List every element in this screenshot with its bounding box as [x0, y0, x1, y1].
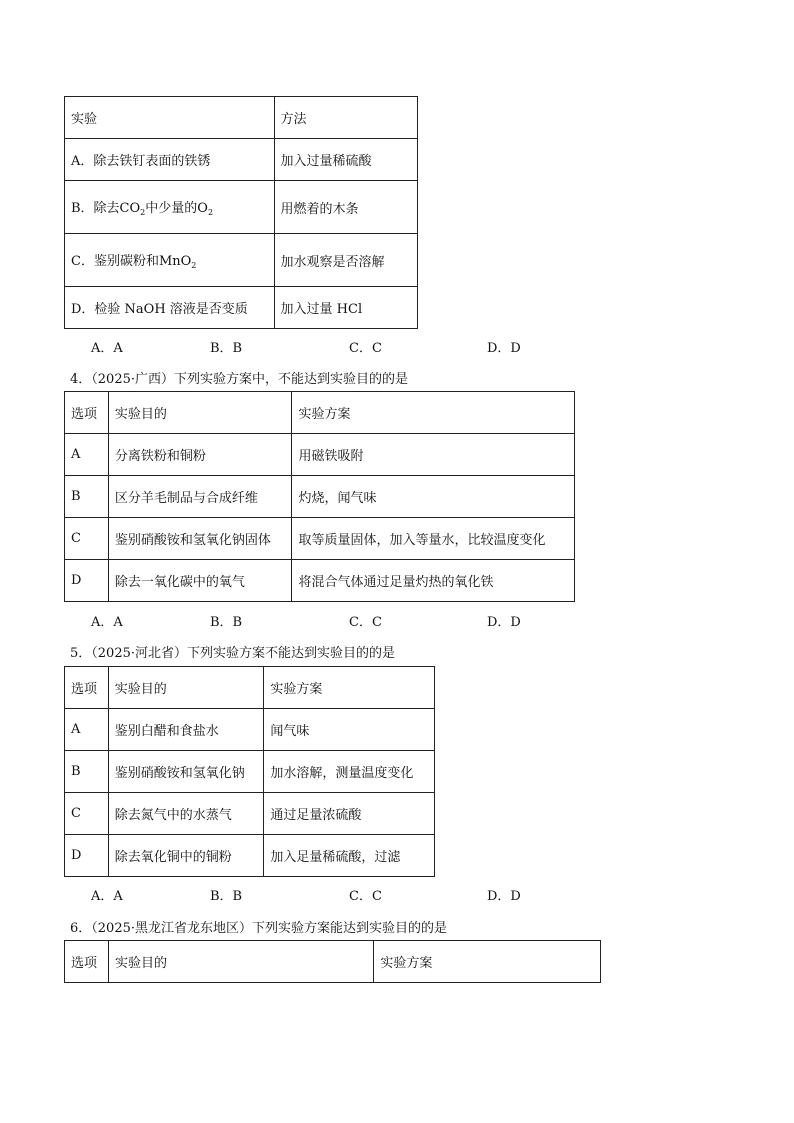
table-cell: A．除去铁钉表面的铁锈	[65, 139, 275, 181]
table-cell: 加入过量 HCl	[274, 287, 417, 329]
table-header-cell: 实验方案	[292, 392, 575, 434]
table-cell: 将混合气体通过足量灼热的氧化铁	[292, 560, 575, 602]
table-header-cell: 实验目的	[108, 667, 264, 709]
table-cell: 加水溶解，测量温度变化	[264, 751, 435, 793]
table-cell: 通过足量浓硫酸	[264, 793, 435, 835]
table-cell: B	[65, 751, 109, 793]
experiment-method-table	[64, 96, 418, 329]
table-cell: 灼烧，闻气味	[292, 476, 575, 518]
cell-text: C．鉴别碳粉和MnO	[71, 254, 192, 269]
table-cell: D	[65, 560, 109, 602]
answer-options	[0, 885, 794, 903]
question-6-stem: 6．（2025·黑龙江省龙东地区）下列实验方案能达到实验目的的是	[70, 921, 447, 936]
option-b: B．B	[210, 889, 243, 904]
option-c: C．C	[349, 889, 382, 904]
option-a: A．A	[91, 889, 123, 904]
table-header-cell: 选项	[65, 392, 109, 434]
question-6-table	[64, 940, 601, 983]
answer-options	[0, 611, 794, 629]
option-d: D．D	[487, 889, 521, 904]
option-a: A．A	[91, 341, 123, 356]
table-header-cell: 方法	[274, 97, 417, 139]
option-a: A．A	[91, 615, 123, 630]
table-cell: B	[65, 476, 109, 518]
subscript: 2	[140, 208, 146, 217]
table-cell: D	[65, 835, 109, 877]
table-cell: 鉴别硝酸铵和氢氧化钠固体	[108, 518, 292, 560]
subscript: 2	[191, 261, 197, 270]
question-5-table	[64, 666, 435, 877]
table-cell: 鉴别硝酸铵和氢氧化钠	[108, 751, 264, 793]
table-cell: 闻气味	[264, 709, 435, 751]
table-cell: 加水观察是否溶解	[274, 234, 417, 287]
table-cell: D．检验 NaOH 溶液是否变质	[65, 287, 275, 329]
cell-text: 中少量的O	[145, 201, 208, 216]
table-cell: C	[65, 518, 109, 560]
option-b: B．B	[210, 615, 243, 630]
option-d: D．D	[487, 615, 521, 630]
table-cell: 区分羊毛制品与合成纤维	[108, 476, 292, 518]
table-cell: C	[65, 793, 109, 835]
table-header-cell: 实验目的	[108, 941, 373, 983]
table-header-cell: 选项	[65, 941, 109, 983]
option-d: D．D	[487, 341, 521, 356]
table-cell: 分离铁粉和铜粉	[108, 434, 292, 476]
option-b: B．B	[210, 341, 243, 356]
option-c: C．C	[349, 341, 382, 356]
question-4-table	[64, 391, 575, 602]
table-header-cell: 实验目的	[108, 392, 292, 434]
table-cell: 除去氮气中的水蒸气	[108, 793, 264, 835]
table-cell: 加入足量稀硫酸，过滤	[264, 835, 435, 877]
table-header-cell: 选项	[65, 667, 109, 709]
table-cell: 除去氧化铜中的铜粉	[108, 835, 264, 877]
question-5-stem: 5．（2025·河北省）下列实验方案不能达到实验目的的是	[70, 646, 395, 661]
table-cell: A	[65, 434, 109, 476]
table-cell: A	[65, 709, 109, 751]
table-cell: 取等质量固体，加入等量水，比较温度变化	[292, 518, 575, 560]
table-header-cell: 实验方案	[264, 667, 435, 709]
table-header-cell: 实验方案	[374, 941, 601, 983]
table-cell: 鉴别白醋和食盐水	[108, 709, 264, 751]
cell-text: B．除去CO	[71, 201, 141, 216]
subscript: 2	[207, 208, 214, 217]
table-cell: 加入过量稀硫酸	[274, 139, 417, 181]
answer-options	[0, 337, 794, 355]
table-header-cell: 实验	[65, 97, 275, 139]
option-c: C．C	[349, 615, 382, 630]
table-cell: 除去一氧化碳中的氧气	[108, 560, 292, 602]
table-cell: 用燃着的木条	[274, 181, 417, 234]
question-4-stem: 4．（2025·广西）下列实验方案中，不能达到实验目的的是	[70, 372, 408, 387]
table-cell	[65, 234, 275, 287]
table-cell: 用磁铁吸附	[292, 434, 575, 476]
table-cell	[65, 181, 275, 234]
